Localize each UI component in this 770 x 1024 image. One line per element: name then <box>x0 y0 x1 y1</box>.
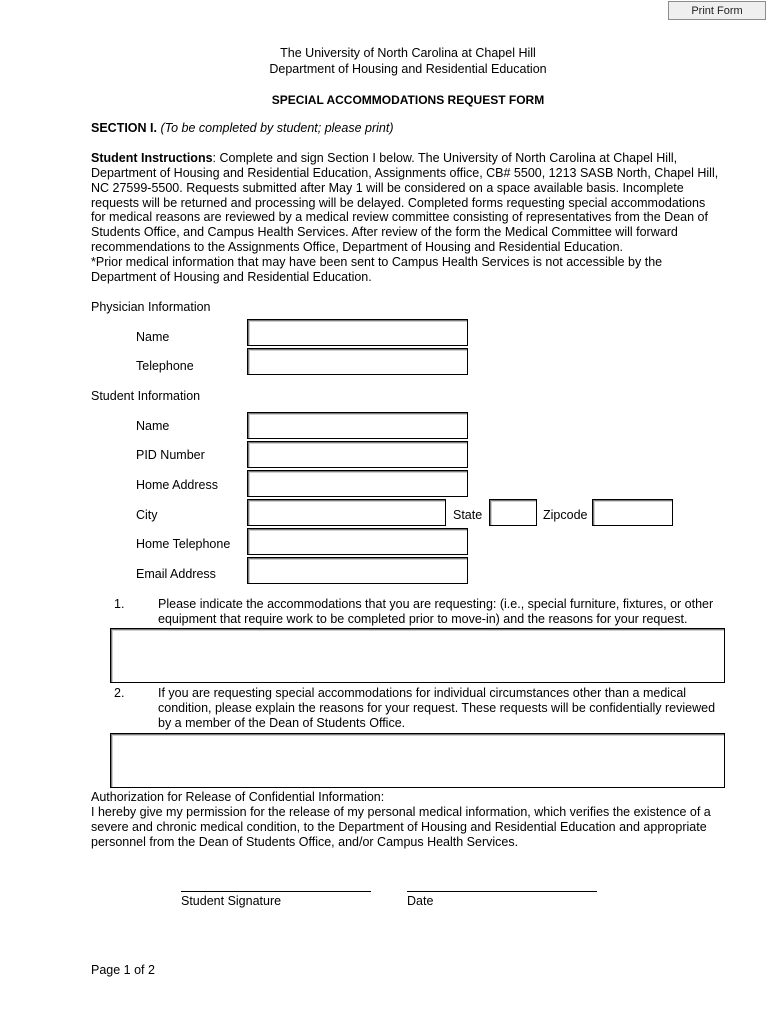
home-telephone-input[interactable] <box>247 528 468 555</box>
home-address-input[interactable] <box>247 470 468 497</box>
instructions-line <box>91 151 677 166</box>
email-address-input[interactable] <box>247 557 468 584</box>
print-form-button[interactable]: Print Form <box>668 1 766 20</box>
pid-number-label: PID Number <box>136 448 205 462</box>
page-number: Page 1 of 2 <box>91 963 155 977</box>
section-heading <box>91 121 393 136</box>
zipcode-input[interactable] <box>592 499 673 526</box>
university-name: The University of North Carolina at Chapel Hill <box>280 46 536 60</box>
section-note: (To be completed by student; please print) <box>160 121 394 135</box>
physician-name-input[interactable] <box>247 319 468 346</box>
student-heading: Student Information <box>91 389 201 403</box>
question-2-text: by a member of the Dean of Students Office. <box>158 716 406 730</box>
question-2-text: If you are requesting special accommodations for individual circumstances other than a medical <box>158 686 687 700</box>
instructions-line: NC 27599-5500. Requests submitted after May 1 will be considered on a space available basis. Incomplete <box>91 181 684 195</box>
instructions-line: Department of Housing and Residential Education. <box>91 270 372 284</box>
city-label: City <box>136 508 158 522</box>
physician-telephone-label: Telephone <box>136 359 194 373</box>
department-name: Department of Housing and Residential Education <box>269 62 547 76</box>
zipcode-label: Zipcode <box>543 508 588 522</box>
instructions-line: Students Office, and Campus Health Services. After review of the form the Medical Committee will forward <box>91 225 678 239</box>
date-label: Date <box>407 894 434 908</box>
instructions-line: recommendations to the Assignments Office, Department of Housing and Residential Education. <box>91 240 624 254</box>
accommodations-request-textarea[interactable] <box>110 628 725 683</box>
instructions-line: Department of Housing and Residential Education, Assignments office, CB# 5500, 1213 SASB North, Chapel Hill, <box>91 166 719 180</box>
authorization-text: severe and chronic medical condition, to the Department of Housing and Residential Education and appropriate <box>91 820 707 834</box>
question-2-text: condition, please explain the reasons for your request. These requests will be confidentially reviewed <box>158 701 716 715</box>
authorization-text: I hereby give my permission for the release of my personal medical information, which verifies the existence of a <box>91 805 711 819</box>
instructions-line: *Prior medical information that may have been sent to Campus Health Services is not accessible by the <box>91 255 663 269</box>
instructions-line-text: : Complete and sign Section I below. The University of North Carolina at Chapel Hill, <box>212 151 678 165</box>
student-name-label: Name <box>136 419 170 433</box>
home-telephone-label: Home Telephone <box>136 537 231 551</box>
physician-telephone-input[interactable] <box>247 348 468 375</box>
other-circumstances-textarea[interactable] <box>110 733 725 788</box>
instructions-line: requests will be returned and processing will be delayed. Completed forms requesting special accommodations <box>91 196 706 210</box>
instructions-heading: Student Instructions <box>91 151 213 165</box>
question-1-number: 1. <box>114 597 125 611</box>
question-2-number: 2. <box>114 686 125 700</box>
date-line[interactable] <box>407 891 597 892</box>
state-label: State <box>453 508 483 522</box>
authorization-text: personnel from the Dean of Students Office, and/or Campus Health Services. <box>91 835 519 849</box>
question-1-text: equipment that require work to be completed prior to move-in) and the reasons for your request. <box>158 612 688 626</box>
instructions-line: for medical reasons are reviewed by a medical review committee consisting of representatives from the Dean of <box>91 210 708 224</box>
student-signature-label: Student Signature <box>181 894 282 908</box>
state-input[interactable] <box>489 499 537 526</box>
physician-name-label: Name <box>136 330 170 344</box>
physician-heading: Physician Information <box>91 300 211 314</box>
form-title: SPECIAL ACCOMMODATIONS REQUEST FORM <box>271 93 545 107</box>
student-signature-line[interactable] <box>181 891 371 892</box>
home-address-label: Home Address <box>136 478 218 492</box>
city-input[interactable] <box>247 499 446 526</box>
authorization-heading: Authorization for Release of Confidential Information: <box>91 790 385 804</box>
student-name-input[interactable] <box>247 412 468 439</box>
pid-number-input[interactable] <box>247 441 468 468</box>
question-1-text: Please indicate the accommodations that you are requesting: (i.e., special furniture, fixtures, or other <box>158 597 714 611</box>
section-label: SECTION I. <box>91 121 157 135</box>
email-address-label: Email Address <box>136 567 216 581</box>
